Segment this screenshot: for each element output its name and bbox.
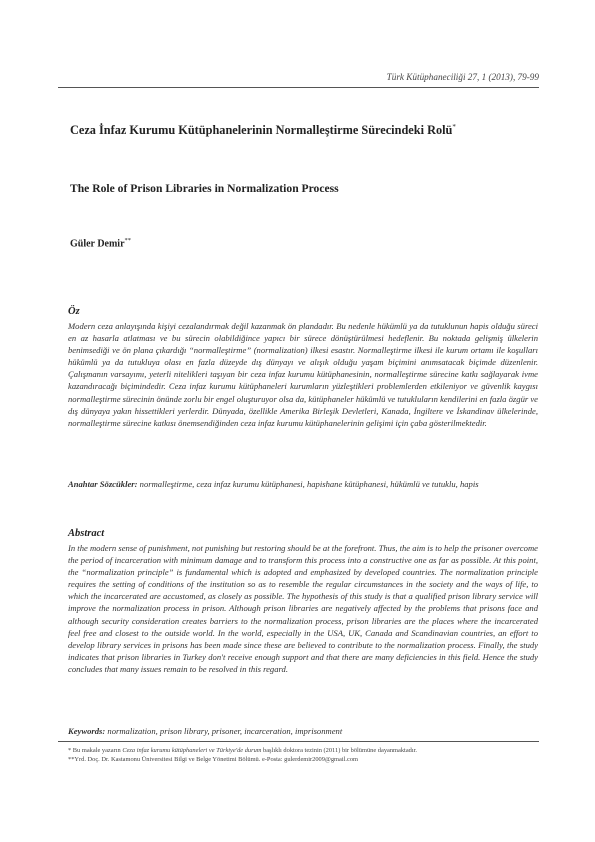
abstract-text: In the modern sense of punishment, not punishing but restoring should be at the forefront. Thus, the aim is to help the prisoner overcome the period of incarceration with minimum damage and to transform this process into a constructive one as far as possible. At this point, the “normalization principle” is fundamental which is adopted and emphasized by developed countries. The normalization principle requires the setting of conditions of the institution so as to resemble the regular circumstances in the society and the ways of life, to which the incarcerated are accustomed, as closely as possible. The hypothesis of this study is that a qualified prison library service will improve the normalization process in prison. Although prison libraries are negatively affected by the problems that prisons face and although security consideration creates barriers to the normalization process, prison libraries are the places where the incarcerated feel free and closest to the outside world. In the world, especially in the USA, UK, Canada and Scandinavian countries, an effort to develop library services in prisons has been made since these are believed to contribute to the normalization process. Finally, the study indicates that prison libraries in Turkey don't receive enough support and that there are many deficiencies in this field. Hence the study concludes that many issues remain to be resolved in this regard. <box>68 543 538 674</box>
header-rule <box>58 87 539 88</box>
author-footnote-mark: ** <box>124 237 132 244</box>
abstract-heading: Abstract <box>68 528 105 539</box>
footnote-1-suffix: başlıklı doktora tezinin (2011) bir bölümüne dayanmaktadır. <box>261 747 418 754</box>
title-turkish <box>70 123 456 138</box>
author <box>70 237 131 249</box>
footnote-1 <box>68 746 538 755</box>
keywords-turkish-list: normalleştirme, ceza infaz kurumu kütüphanesi, hapishane kütüphanesi, hükümlü ve tutuklu, hapis <box>139 479 479 489</box>
footnote-1-thesis-title: Ceza infaz kurumu kütüphaneleri ve Türkiye'de durum <box>122 747 262 754</box>
footnote-rule <box>58 741 539 742</box>
oz-heading: Öz <box>68 306 80 317</box>
title-english: The Role of Prison Libraries in Normalization Process <box>70 182 339 195</box>
running-head: Türk Kütüphaneciliği 27, 1 (2013), 79-99 <box>386 72 539 82</box>
keywords-turkish <box>68 478 538 490</box>
keywords-english <box>68 725 538 737</box>
title-turkish-text: Ceza İnfaz Kurumu Kütüphanelerinin Normalleştirme Sürecindeki Rolü <box>70 123 453 138</box>
footnote-2: **Yrd. Doç. Dr. Kastamonu Üniversitesi Bilgi ve Belge Yönetimi Bölümü. e-Posta: gulerdemir2009@gmail.com <box>68 756 358 763</box>
title-footnote-mark: * <box>452 123 456 131</box>
oz-text: Modern ceza anlayışında kişiyi cezalandırmak değil kazanmak ön plandadır. Bu nedenle hükümlü ya da tutuklunun hapis olduğu süreci en az hasarla atlatması ve bu sürecin olabildiğince yapıcı bir sürece dönüştürülmesi hedeflenir. Bu noktada gelişmiş ülkelerin benimsediği ve ön plana çıkardığı “normalleştirme” (normalization) ilkesi esastır. Normalleştirme ilkesi ile kurum ortamı ile koşulları hükümlü ya da tutukluya olası en fazla düzeyde dış dünyayı ve alışık olduğu yaşam biçimini anımsatacak biçimde düzenlenir. Çalışmanın varsayımı, yeterli nitelikleri taşıyan bir ceza infaz kurumu kütüphanesinin, normalleştirme sürecine katkı sağlayarak ivme kazandıracağı biçimindedir. Ceza infaz kurumu kütüphaneleri kurumların yüzleştikleri problemlerden etkileniyor ve güvenlik kaygısı normalleştirme sürecinin önünde zorlu bir engel oluşturuyor olsa da, kütüphaneler hükümlü ve tutukluların kendilerini en fazla özgür ve dış dünyaya yakın hissettikleri yerlerdir. Dünyada, özellikle Amerika Birleşik Devletleri, Kanada, İngiltere ve İskandinav ülkelerinde, normalleştirme sürecine katkısı önemsendiğinden ceza infaz kurumu kütüphanelerinin gelişimi için çaba gösterilmektedir. <box>68 321 538 428</box>
author-name: Güler Demir <box>70 238 125 250</box>
keywords-english-label: Keywords: <box>68 726 106 736</box>
keywords-english-list: normalization, prison library, prisoner, incarceration, imprisonment <box>107 726 343 736</box>
keywords-turkish-label: Anahtar Sözcükler: <box>68 479 138 489</box>
footnote-1-prefix: * Bu makale yazarın <box>68 747 123 754</box>
